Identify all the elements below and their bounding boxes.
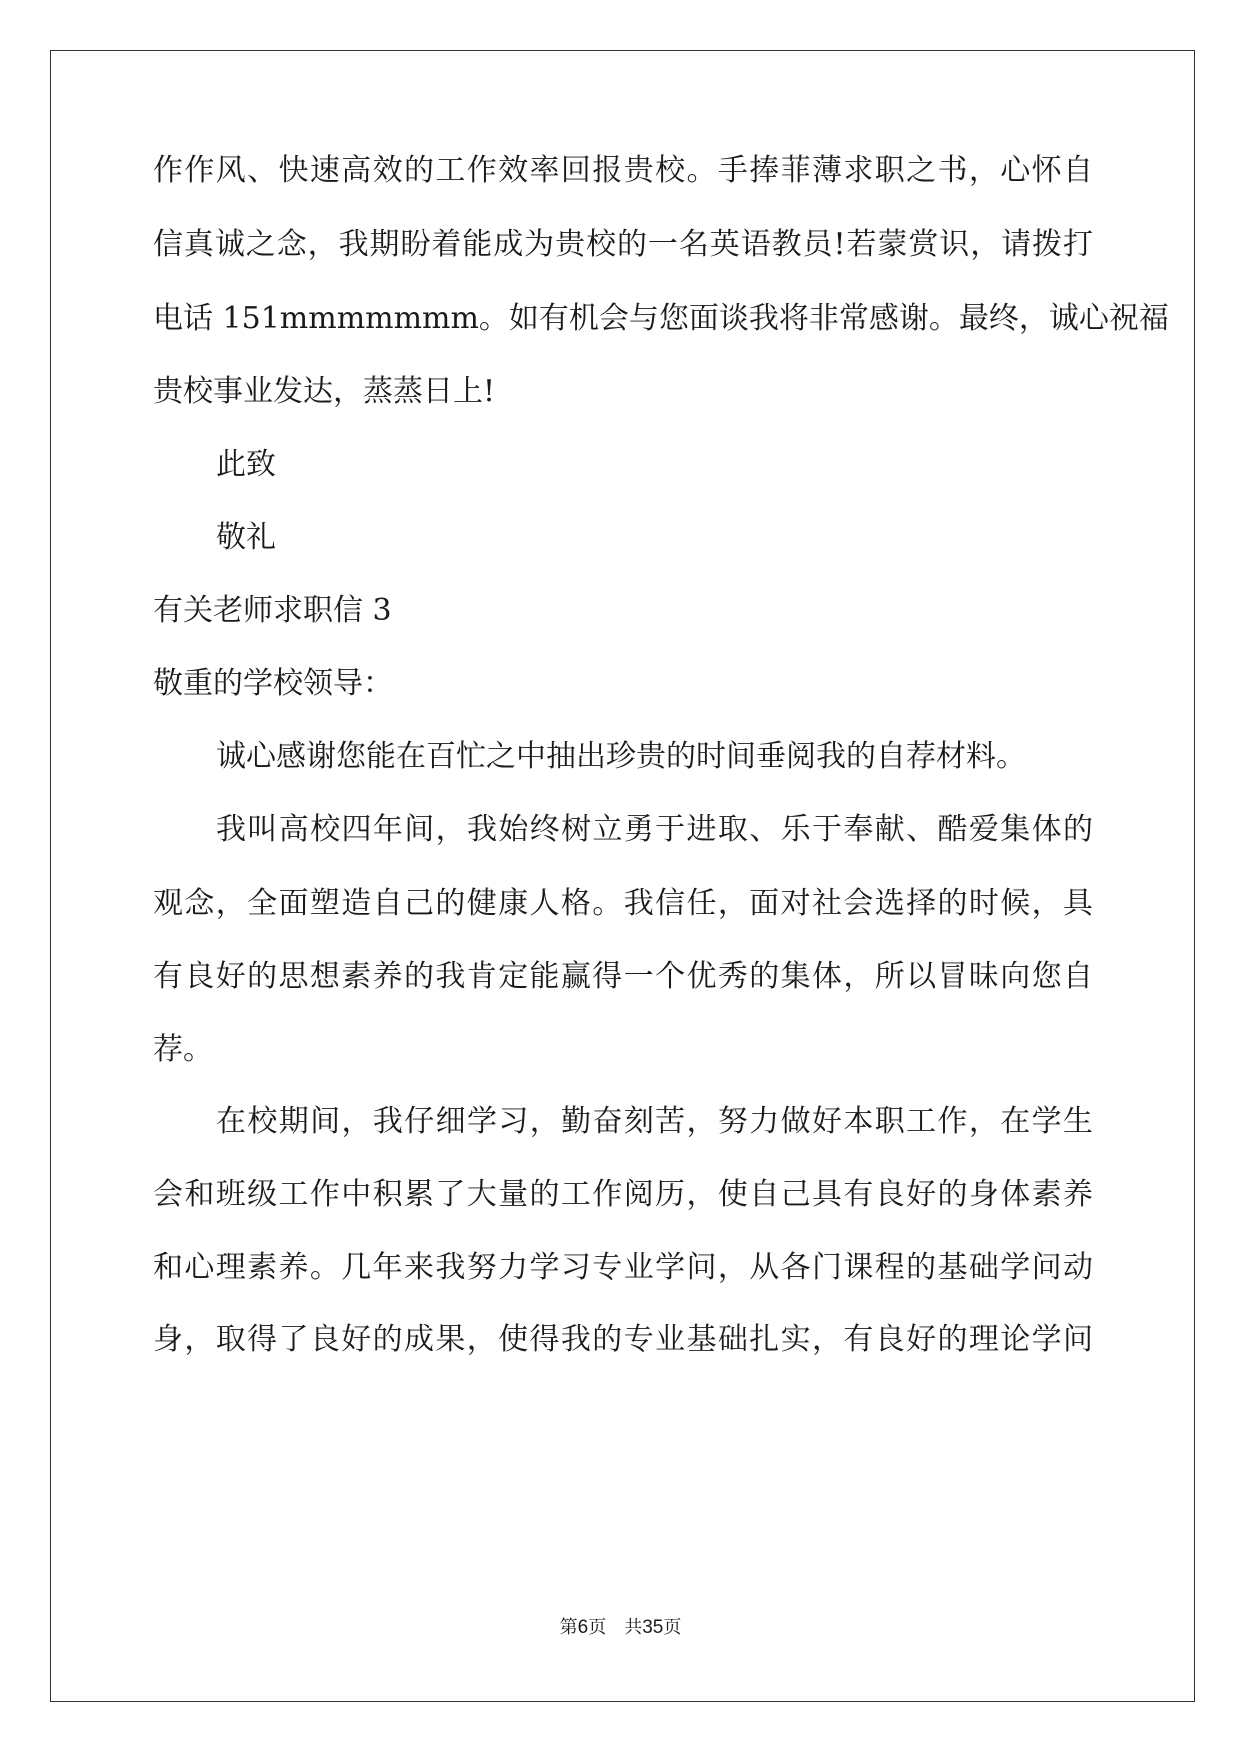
total-pages: 35 [642,1617,664,1638]
paragraph-line: 作作风、快速高效的工作效率回报贵校。手捧菲薄求职之书，心怀自 [153,153,1093,188]
total-prefix: 共 [624,1617,643,1638]
closing-regards: 敬礼 [216,520,276,555]
paragraph-line: 观念，全面塑造自己的健康人格。我信任，面对社会选择的时候，具 [153,886,1093,921]
paragraph-line: 电话 151mmmmmmm。如有机会与您面谈我将非常感谢。最终，诚心祝福 [153,301,1169,336]
paragraph-line: 贵校事业发达，蒸蒸日上! [153,374,496,409]
paragraph-line: 信真诚之念，我期盼着能成为贵校的一名英语教员!若蒙赏识，请拨打 [153,227,1093,262]
paragraph-line: 会和班级工作中积累了大量的工作阅历，使自己具有良好的身体素养 [153,1177,1093,1212]
closing-salutation: 此致 [216,447,276,482]
paragraph-line: 身，取得了良好的成果，使得我的专业基础扎实，有良好的理论学问 [153,1322,1093,1357]
paragraph-line: 我叫高校四年间，我始终树立勇于进取、乐于奉献、酷爱集体的 [216,812,1093,847]
page-prefix: 第 [559,1617,578,1638]
page-number: 6 [577,1617,589,1638]
paragraph-line: 诚心感谢您能在百忙之中抽出珍贵的时间垂阅我的自荐材料。 [216,739,1026,774]
page-suffix: 页 [588,1617,607,1638]
section-title: 有关老师求职信 3 [153,593,392,628]
page-footer [0,1615,1241,1641]
total-suffix: 页 [663,1617,682,1638]
letter-greeting: 敬重的学校领导： [153,666,393,701]
paragraph-line: 荐。 [153,1032,213,1067]
paragraph-line: 在校期间，我仔细学习，勤奋刻苦，努力做好本职工作，在学生 [216,1104,1093,1139]
paragraph-line: 和心理素养。几年来我努力学习专业学问，从各门课程的基础学问动 [153,1250,1093,1285]
paragraph-line: 有良好的思想素养的我肯定能赢得一个优秀的集体，所以冒昧向您自 [153,959,1093,994]
